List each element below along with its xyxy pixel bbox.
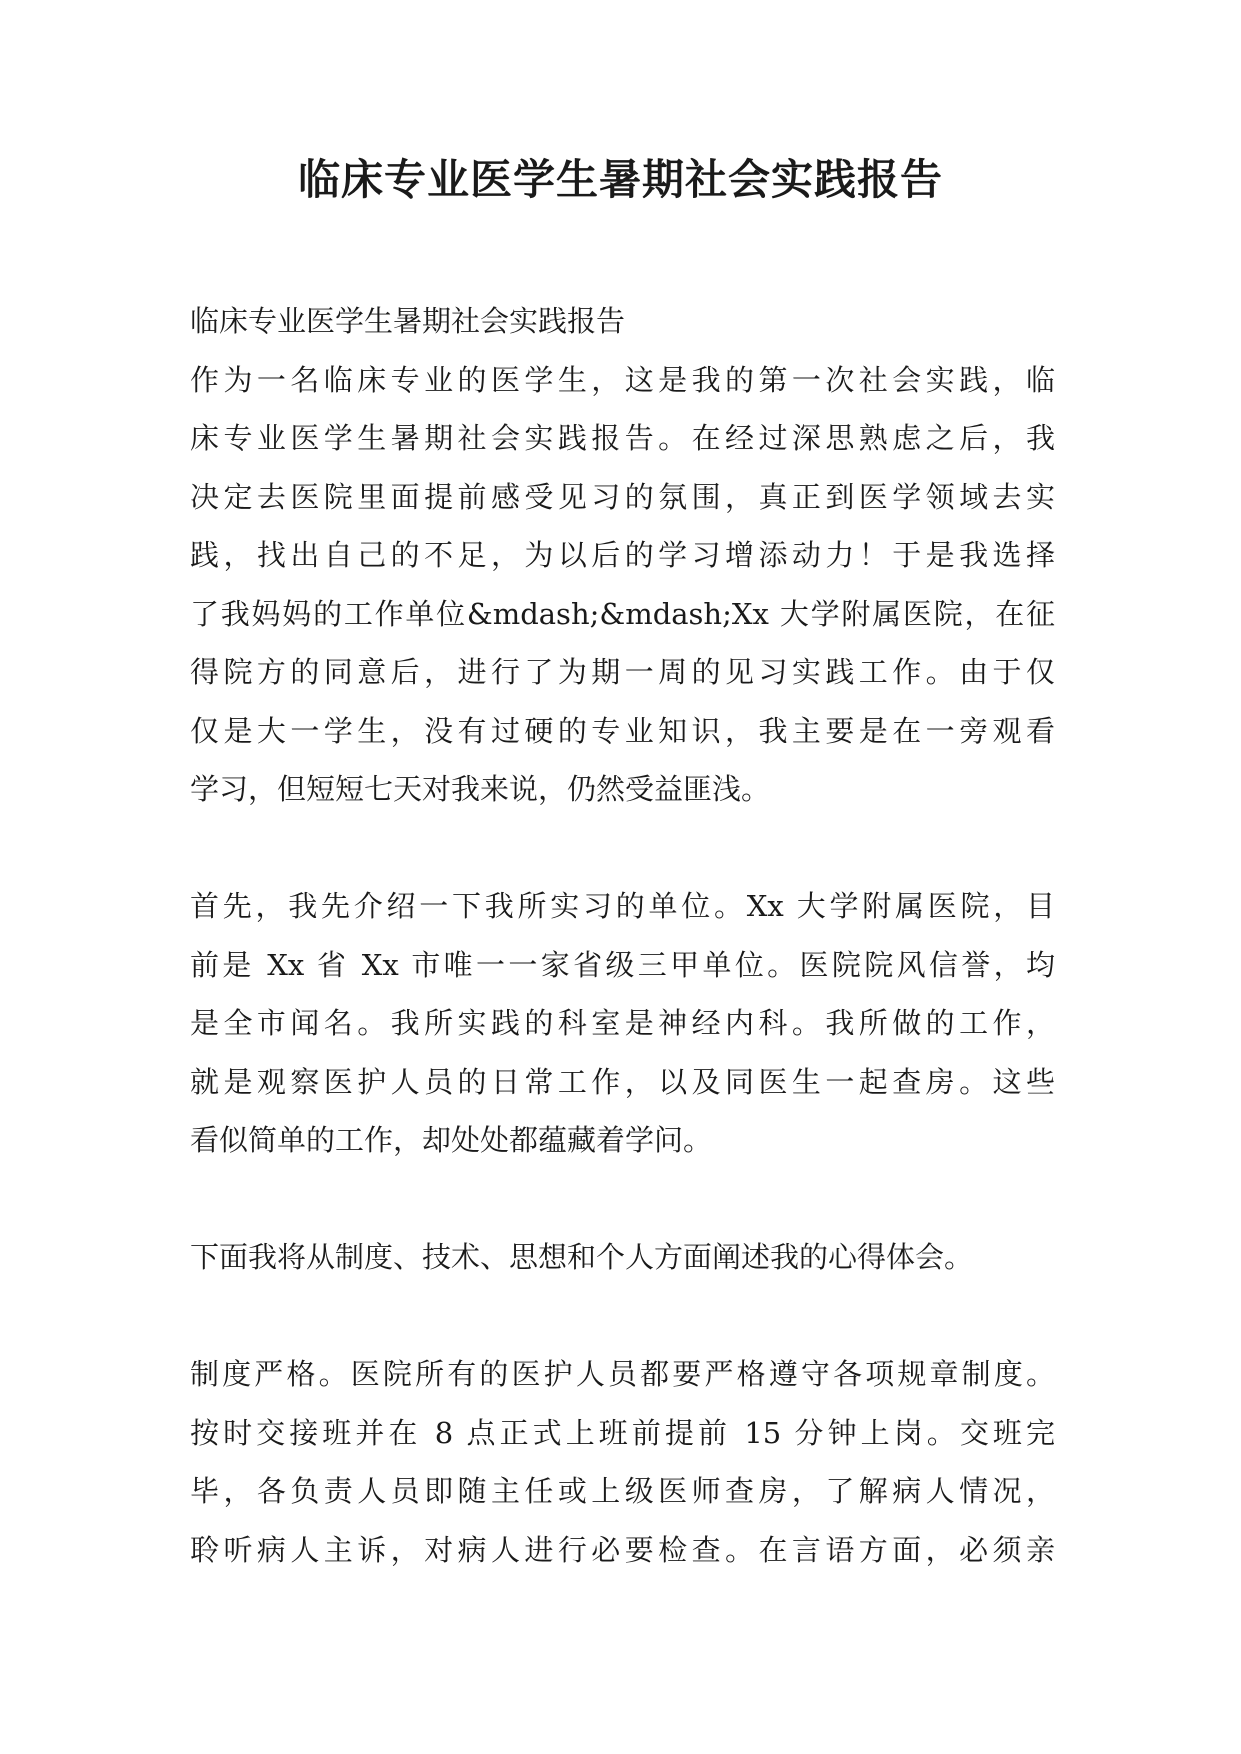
text-line: 得院方的同意后，进行了为期一周的见习实践工作。由于仅 — [190, 655, 1055, 689]
text-line: 前是 Xx 省 Xx 市唯一一家省级三甲单位。医院院风信誉，均 — [190, 947, 1055, 982]
document-body — [190, 292, 1055, 1579]
text-line: 看似简单的工作，却处处都蕴藏着学问。 — [190, 1123, 713, 1157]
paragraph-gap — [190, 1170, 1055, 1229]
text-line: 制度严格。医院所有的医护人员都要严格遵守各项规章制度。 — [190, 1357, 1055, 1391]
document-title: 临床专业医学生暑期社会实践报告 — [297, 155, 943, 204]
text-line: 了我妈妈的工作单位&mdash;&mdash;Xx 大学附属医院，在征 — [190, 596, 1055, 631]
text-line: 毕，各负责人员即随主任或上级医师查房，了解病人情况， — [190, 1474, 1055, 1508]
text-line: 聆听病人主诉，对病人进行必要检查。在言语方面，必须亲 — [190, 1532, 1055, 1567]
text-line: 床专业医学生暑期社会实践报告。在经过深思熟虑之后，我 — [190, 421, 1055, 455]
text-line: 就是观察医护人员的日常工作，以及同医生一起查房。这些 — [190, 1064, 1055, 1099]
paragraph-gap — [190, 1287, 1055, 1346]
paragraph-3 — [190, 1228, 1055, 1287]
paragraph-2 — [190, 877, 1055, 1170]
text-line: 按时交接班并在 8 点正式上班前提前 15 分钟上岗。交班完 — [190, 1415, 1055, 1450]
text-line: 首先，我先介绍一下我所实习的单位。Xx 大学附属医院，目 — [190, 889, 1055, 923]
text-line: 学习，但短短七天对我来说，仍然受益匪浅。 — [190, 772, 771, 806]
paragraph-4 — [190, 1345, 1055, 1579]
document-subtitle: 临床专业医学生暑期社会实践报告 — [190, 304, 626, 338]
text-line: 是全市闻名。我所实践的科室是神经内科。我所做的工作， — [190, 1006, 1055, 1040]
text-line: 践，找出自己的不足，为以后的学习增添动力！于是我选择 — [190, 538, 1055, 572]
text-line: 作为一名临床专业的医学生，这是我的第一次社会实践，临 — [190, 362, 1055, 397]
paragraph-1 — [190, 351, 1055, 819]
text-line: 下面我将从制度、技术、思想和个人方面阐述我的心得体会。 — [190, 1240, 974, 1274]
paragraph-gap — [190, 819, 1055, 878]
text-line: 决定去医院里面提前感受见习的氛围，真正到医学领域去实 — [190, 479, 1055, 514]
text-line: 仅是大一学生，没有过硬的专业知识，我主要是在一旁观看 — [190, 713, 1055, 748]
